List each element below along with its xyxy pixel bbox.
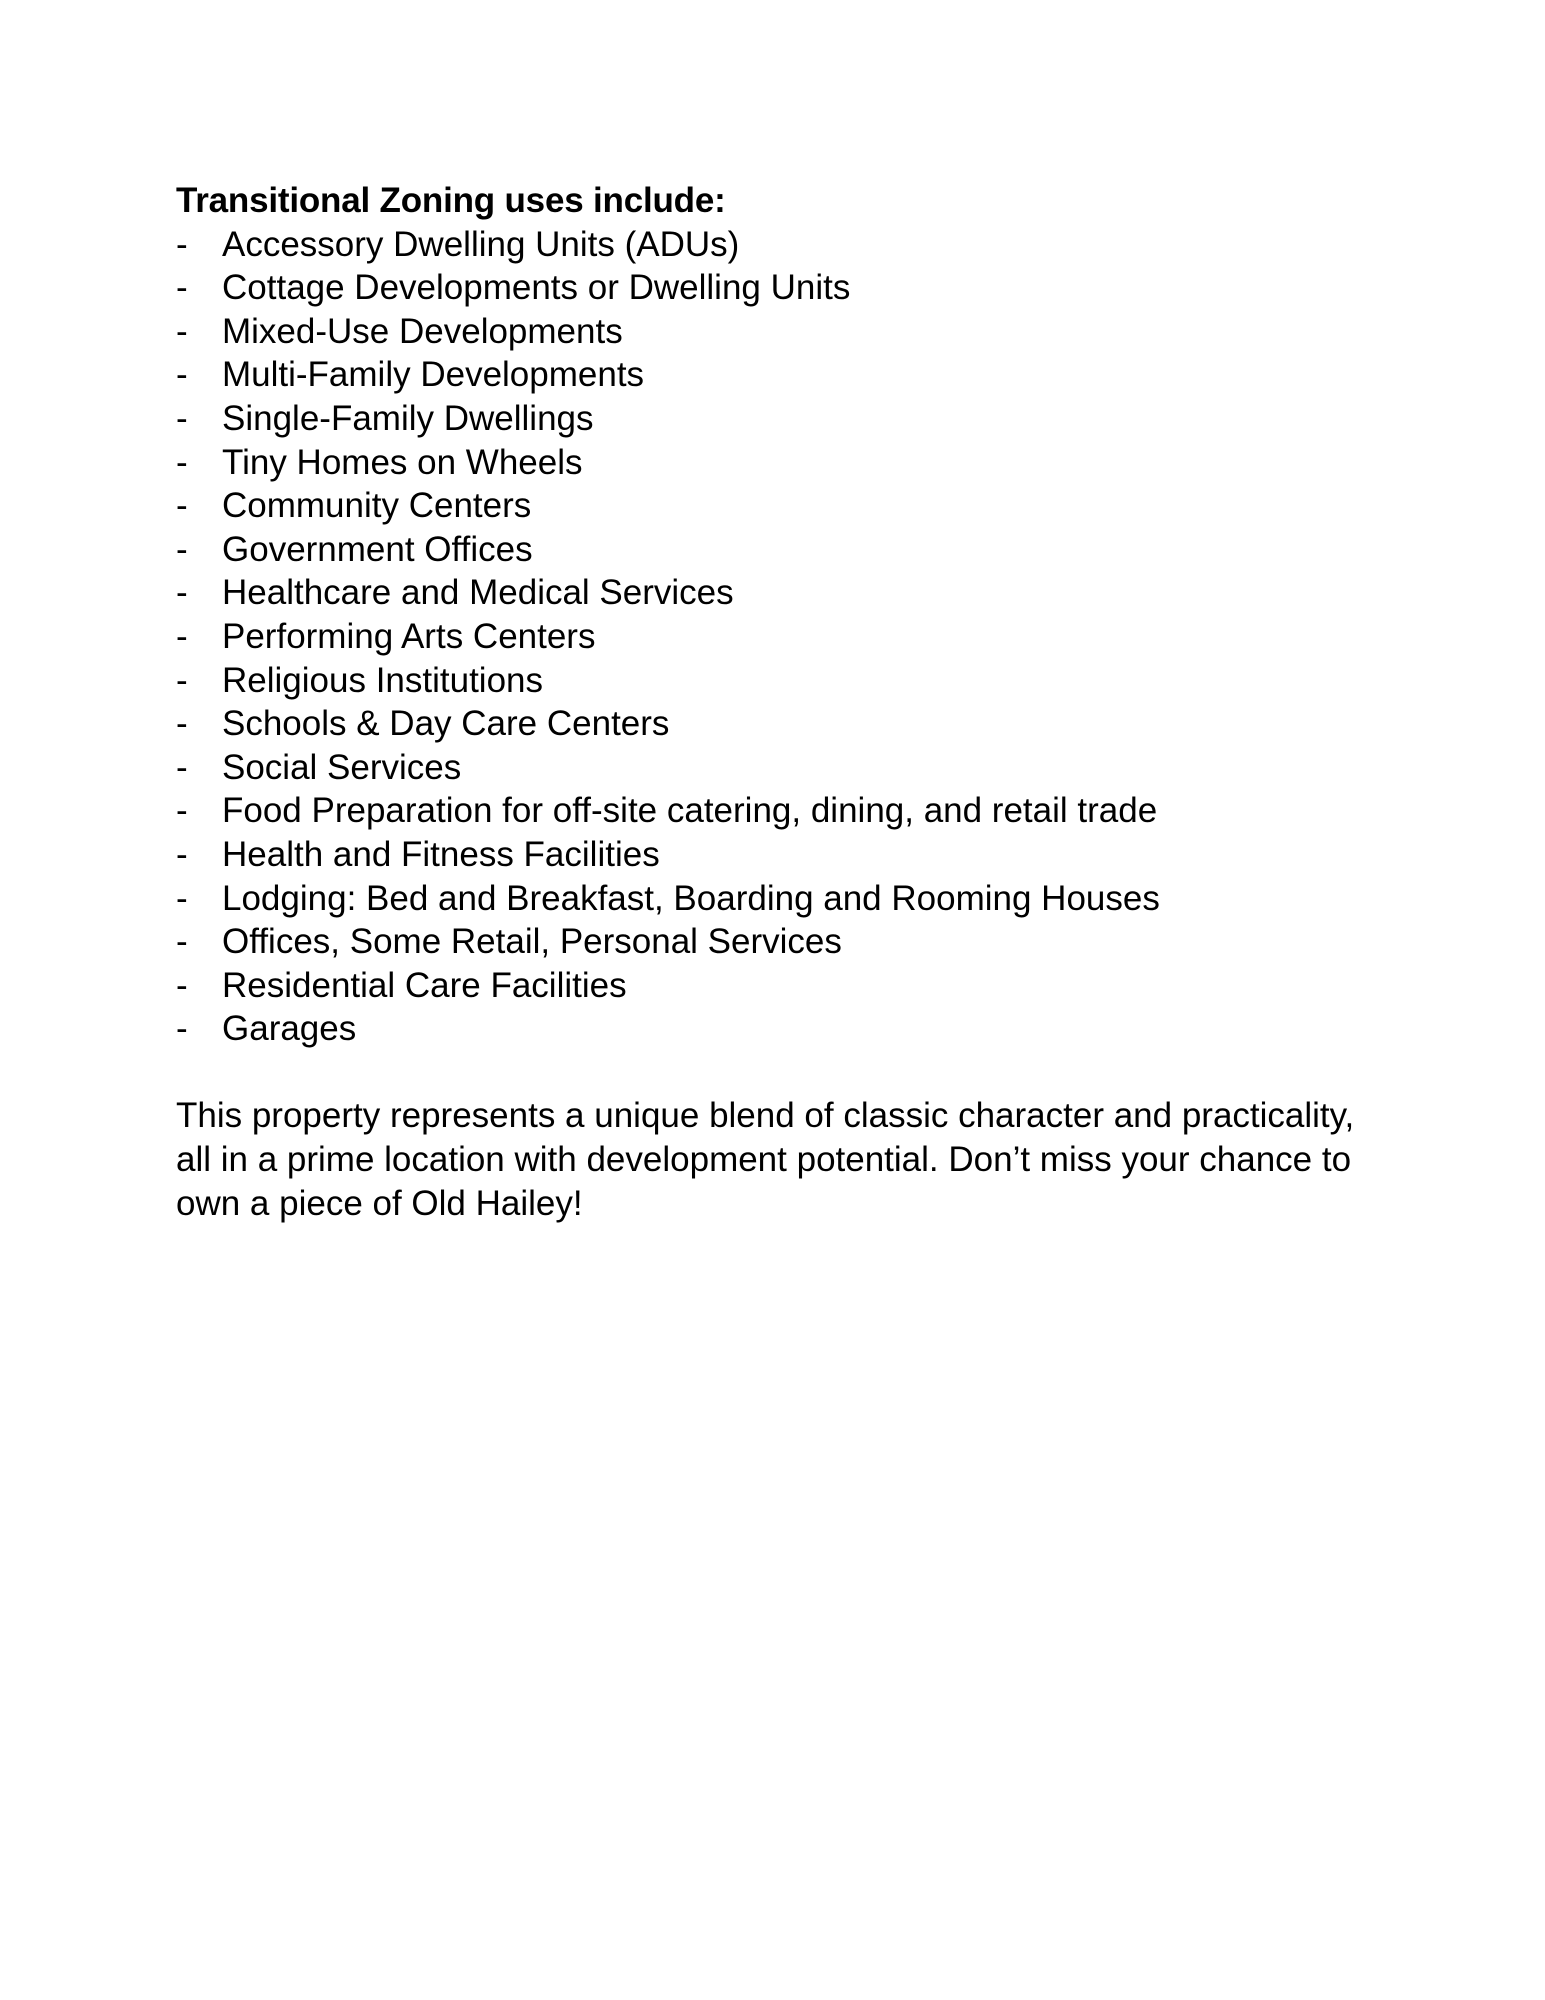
- list-item: [176, 397, 1455, 441]
- list-item-marker: -: [176, 573, 188, 613]
- list-item: [176, 441, 1455, 485]
- list-item: [176, 920, 1455, 964]
- list-item: [176, 789, 1455, 833]
- list-item: [176, 571, 1455, 615]
- list-item-marker: -: [176, 442, 188, 482]
- list-item-marker: -: [176, 311, 188, 351]
- list-item-text: Performing Arts Centers: [222, 616, 596, 656]
- list-item-marker: -: [176, 791, 188, 831]
- list-item-text: Cottage Developments or Dwelling Units: [222, 268, 851, 308]
- list-item-text: Schools & Day Care Centers: [222, 704, 670, 744]
- list-item-marker: -: [176, 398, 188, 438]
- list-item-text: Tiny Homes on Wheels: [222, 442, 583, 482]
- list-item-text: Food Preparation for off-site catering, dining, and retail trade: [222, 791, 1158, 831]
- list-item: [176, 310, 1455, 354]
- list-item: [176, 1007, 1455, 1051]
- list-item-text: Mixed-Use Developments: [222, 311, 623, 351]
- list-item: [176, 964, 1455, 1008]
- list-item-text: Community Centers: [222, 486, 532, 526]
- list-item-marker: -: [176, 486, 188, 526]
- list-item: [176, 615, 1455, 659]
- zoning-uses-list: [176, 223, 1455, 1051]
- list-item-text: Single-Family Dwellings: [222, 398, 594, 438]
- closing-paragraph-line: all in a prime location with development potential. Don’t miss your chance to: [176, 1140, 1352, 1180]
- list-item: [176, 746, 1455, 790]
- list-item-marker: -: [176, 747, 188, 787]
- list-item-text: Accessory Dwelling Units (ADUs): [222, 224, 740, 264]
- list-item-marker: -: [176, 834, 188, 874]
- list-item: [176, 659, 1455, 703]
- list-item-text: Offices, Some Retail, Personal Services: [222, 922, 842, 962]
- page-title: Transitional Zoning uses include:: [176, 181, 726, 220]
- list-item-marker: -: [176, 529, 188, 569]
- list-item: [176, 528, 1455, 572]
- list-item-marker: -: [176, 965, 188, 1005]
- closing-paragraph-line: This property represents a unique blend of classic character and practicality,: [176, 1096, 1355, 1136]
- list-item-marker: -: [176, 704, 188, 744]
- list-item: [176, 353, 1455, 397]
- list-item: [176, 484, 1455, 528]
- list-item-text: Residential Care Facilities: [222, 965, 627, 1005]
- list-item-text: Religious Institutions: [222, 660, 543, 700]
- list-item-marker: -: [176, 355, 188, 395]
- list-item-marker: -: [176, 616, 188, 656]
- list-item-marker: -: [176, 660, 188, 700]
- list-item-marker: -: [176, 878, 188, 918]
- list-item-text: Healthcare and Medical Services: [222, 573, 734, 613]
- list-item-marker: -: [176, 922, 188, 962]
- list-item-text: Multi-Family Developments: [222, 355, 645, 395]
- closing-paragraph: [176, 1094, 1455, 1225]
- list-item-text: Social Services: [222, 747, 462, 787]
- list-item: [176, 702, 1455, 746]
- list-item-marker: -: [176, 224, 188, 264]
- list-item: [176, 223, 1455, 267]
- list-item-text: Lodging: Bed and Breakfast, Boarding and Rooming Houses: [222, 878, 1160, 918]
- list-item: [176, 266, 1455, 310]
- list-item-text: Health and Fitness Facilities: [222, 834, 660, 874]
- closing-paragraph-line: own a piece of Old Hailey!: [176, 1183, 583, 1223]
- list-item-text: Garages: [222, 1009, 357, 1049]
- list-item: [176, 833, 1455, 877]
- list-item-marker: -: [176, 268, 188, 308]
- list-item-text: Government Offices: [222, 529, 533, 569]
- list-item-marker: -: [176, 1009, 188, 1049]
- list-item: [176, 877, 1455, 921]
